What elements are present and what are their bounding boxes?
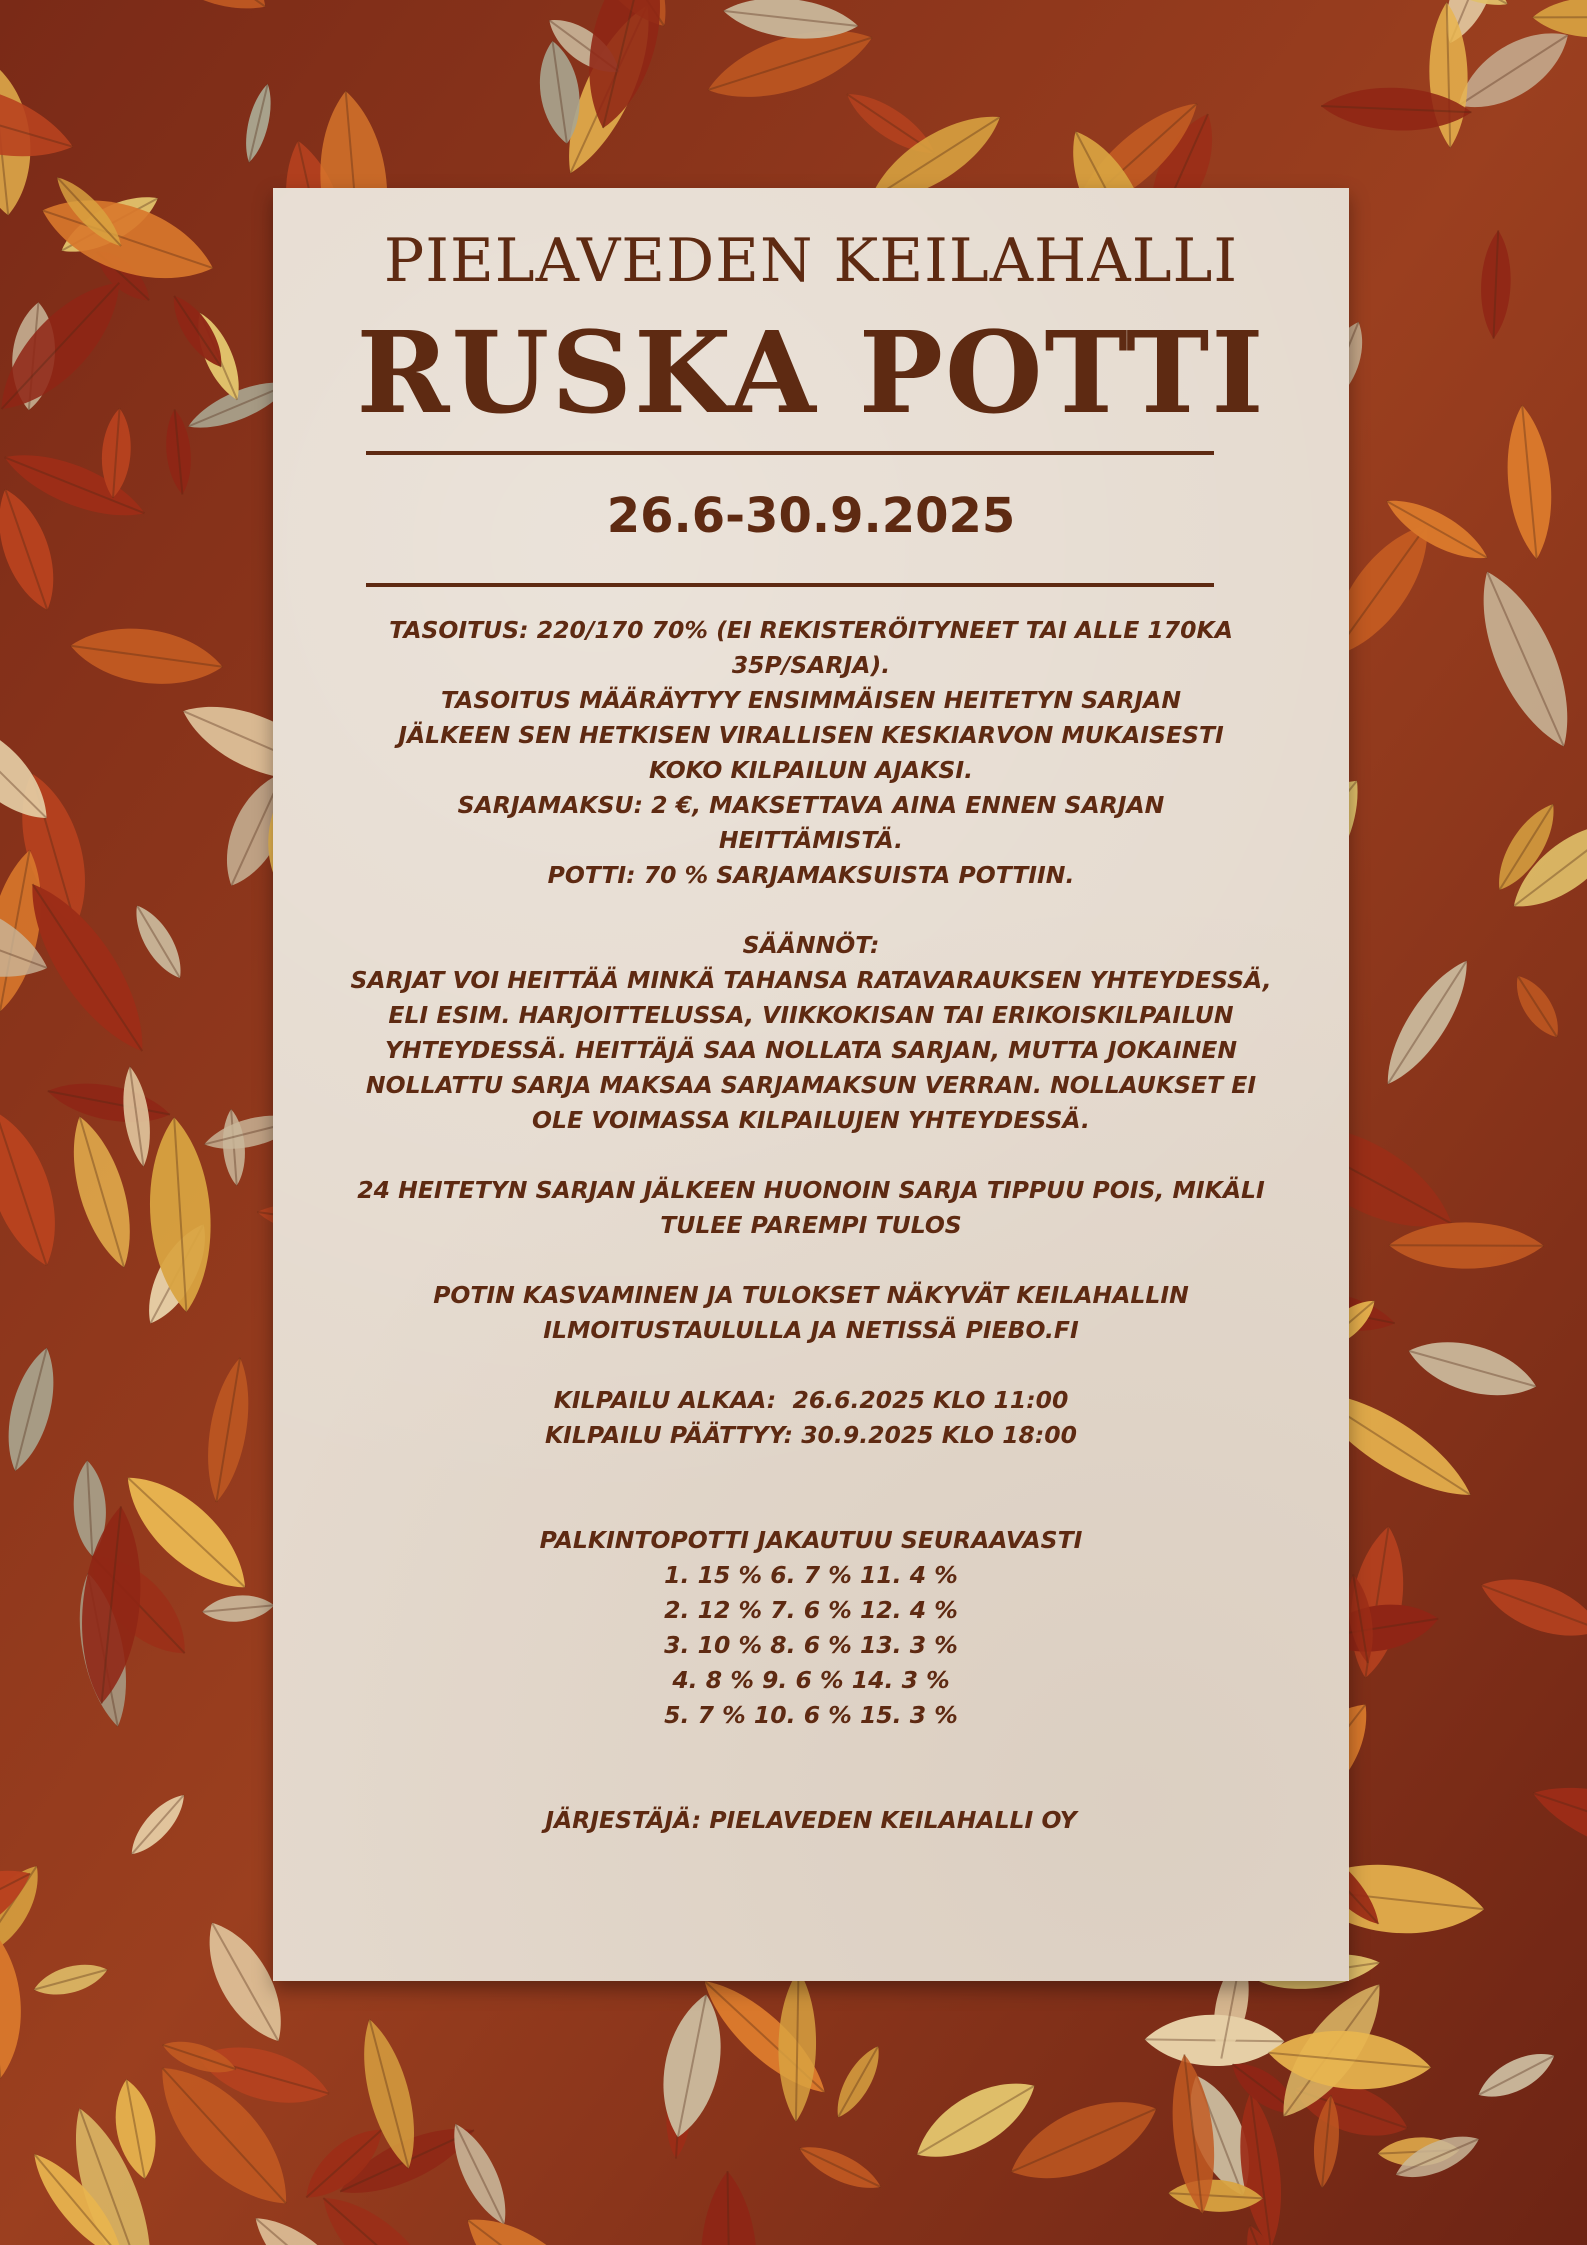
intro-line: 35P/SARJA). [731,651,891,679]
schedule-end: KILPAILU PÄÄTTYY: 30.9.2025 KLO 18:00 [544,1421,1078,1449]
results-info-line: ILMOITUSTAULULLA JA NETISSÄ PIEBO.FI [543,1316,1079,1344]
event-dates: 26.6-30.9.2025 [606,488,1016,544]
rules-line: SARJAT VOI HEITTÄÄ MINKÄ TAHANSA RATAVARAUKSEN YHTEYDESSÄ, [350,966,1272,994]
rules-line: OLE VOIMASSA KILPAILUJEN YHTEYDESSÄ. [532,1106,1090,1134]
prize-split-row: 1. 15 % 6. 7 % 11. 4 % [664,1561,958,1589]
schedule-start: KILPAILU ALKAA: 26.6.2025 KLO 11:00 [553,1386,1069,1414]
intro-line: POTTI: 70 % SARJAMAKSUISTA POTTIIN. [547,861,1075,889]
leaf-vein [1389,1245,1544,1246]
intro-line: JÄLKEEN SEN HETKISEN VIRALLISEN KESKIARVON MUKAISESTI [398,721,1224,749]
prize-split-row: 2. 12 % 7. 6 % 12. 4 % [664,1596,958,1624]
rules-text [323,613,1299,1838]
prize-split-row: 5. 7 % 10. 6 % 15. 3 % [664,1701,958,1729]
rules-line: YHTEYDESSÄ. HEITTÄJÄ SAA NOLLATA SARJAN, MUTTA JOKAINEN [385,1036,1237,1064]
intro-line: SARJAMAKSU: 2 €, MAKSETTAVA AINA ENNEN SARJAN [457,791,1165,819]
prize-split-row: 3. 10 % 8. 6 % 13. 3 % [664,1631,958,1659]
drop-rule-line: TULEE PAREMPI TULOS [660,1211,962,1239]
prize-split-heading: PALKINTOPOTTI JAKAUTUU SEURAAVASTI [539,1526,1083,1554]
results-info-line: POTIN KASVAMINEN JA TULOKSET NÄKYVÄT KEILAHALLIN [433,1281,1189,1309]
prize-split-row: 4. 8 % 9. 6 % 14. 3 % [672,1666,950,1694]
organizer: JÄRJESTÄJÄ: PIELAVEDEN KEILAHALLI OY [545,1806,1077,1834]
intro-line: KOKO KILPAILUN AJAKSI. [648,756,974,784]
intro-line: TASOITUS: 220/170 70% (EI REKISTERÖITYNEET TAI ALLE 170KA [389,616,1233,644]
rules-heading: SÄÄNNÖT: [742,931,880,959]
intro-line: TASOITUS MÄÄRÄYTYY ENSIMMÄISEN HEITETYN SARJAN [440,686,1182,714]
rules-line: NOLLATTU SARJA MAKSAA SARJAMAKSUN VERRAN. NOLLAUKSET EI [365,1071,1257,1099]
venue-name: PIELAVEDEN KEILAHALLI [383,226,1239,296]
poster-panel [273,188,1349,1981]
rules-line: ELI ESIM. HARJOITTELUSSA, VIIKKOKISAN TAI ERIKOISKILPAILUN [388,1001,1234,1029]
drop-rule-line: 24 HEITETYN SARJAN JÄLKEEN HUONOIN SARJA TIPPUU POIS, MIKÄLI [357,1176,1265,1204]
divider-top [366,451,1214,455]
intro-line: HEITTÄMISTÄ. [718,826,904,854]
divider-bottom [366,583,1214,587]
event-title: RUSKA POTTI [356,308,1266,439]
